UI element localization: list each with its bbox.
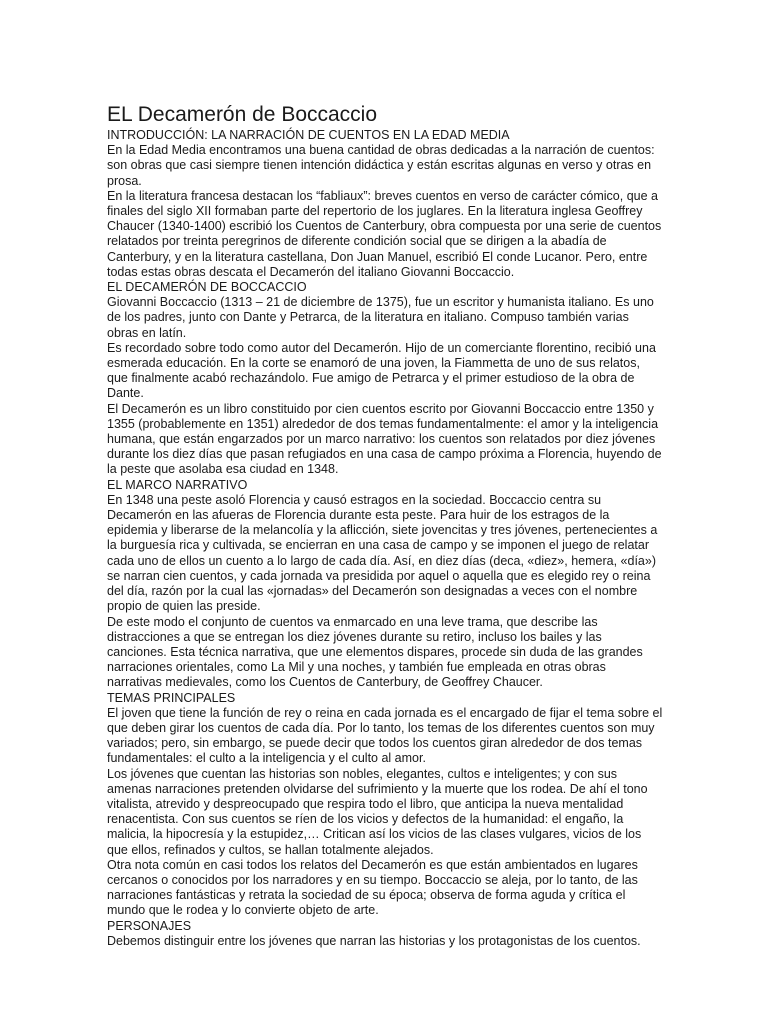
paragraph: Otra nota común en casi todos los relatos del Decamerón es que están ambientados en lugares cercanos o conocidos por los narradores y en su tiempo. Boccaccio se aleja, por lo tanto, de las narraciones fantásticas y retrata la sociedad de su época; observa de forma aguda y crítica el mundo que le rodea y lo convierte objeto de arte. [107, 857, 638, 918]
document-title: EL Decamerón de Boccaccio [107, 103, 378, 126]
section-heading: PERSONAJES [107, 918, 192, 933]
paragraph: En la Edad Media encontramos una buena cantidad de obras dedicadas a la narración de cuentos: son obras que casi siempre tienen intención didáctica y están escritas algunas en verso y otras en prosa. [107, 143, 655, 188]
section-decameron [107, 280, 663, 478]
paragraph: En la literatura francesa destacan los “fabliaux”: breves cuentos en verso de carácter cómico, que a finales del siglo XII formaban parte del repertorio de los juglares. En la literatura inglesa Geoffrey Chaucer (1340-1400) escribió los Cuentos de Canterbury, obra compuesta por una serie de cuentos relatados por treinta peregrinos de diferente condición social que se dirigen a la abadía de Canterbury, y en la literatura castellana, Don Juan Manuel, escribió El conde Lucanor. Pero, entre todas estas obras descata el Decamerón del italiano Giovanni Boccaccio. [107, 188, 662, 279]
paragraph: El joven que tiene la función de rey o reina en cada jornada es el encargado de fijar el tema sobre el que deben girar los cuentos de cada día. Por lo tanto, los temas de los diferentes cuentos son muy variados; pero, sin embargo, se puede decir que todos los cuentos giran alrededor de dos temas fundamentales: el culto a la inteligencia y el culto al amor. [107, 705, 663, 766]
document-page [107, 102, 663, 949]
section-introduccion [107, 128, 663, 280]
paragraph: En 1348 una peste asoló Florencia y causó estragos en la sociedad. Boccaccio centra su Decamerón en las afueras de Florencia durante esta peste. Para huir de los estragos de la epidemia y liberarse de la melancolía y la aflicción, siete jovencitas y tres jóvenes, pertenecientes a la burguesía rica y cultivada, se encierran en una casa de campo y se imponen el juego de relatar cada uno de ellos un cuento a lo largo de cada día. Así, en diez días (deca, «diez», hemera, «día») se narran cien cuentos, y cada jornada va presidida por aquel o aquella que es elegido rey o reina del día, razón por la cual las «jornadas» del Decamerón son designadas a veces con el nombre propio de quien las preside. [107, 492, 658, 614]
section-personajes [107, 919, 663, 949]
paragraph: El Decamerón es un libro constituido por cien cuentos escrito por Giovanni Boccaccio entre 1350 y 1355 (probablemente en 1351) alrededor de dos temas fundamentalmente: el amor y la inteligencia humana, que están engarzados por un marco narrativo: los cuentos son relatados por diez jóvenes durante los diez días que pasan refugiados en una casa de campo próxima a Florencia, huyendo de la peste que asolaba esa ciudad en 1348. [107, 401, 662, 477]
paragraph: Los jóvenes que cuentan las historias son nobles, elegantes, cultos e inteligentes; y con sus amenas narraciones pretenden olvidarse del sufrimiento y la muerte que los rodea. De ahí el tono vitalista, atrevido y despreocupado que respira todo el libro, que anticipa la nueva mentalidad renacentista. Con sus cuentos se ríen de los vicios y defectos de la humanidad: el engaño, la malicia, la hipocresía y la estupidez,… Critican así los vicios de las clases vulgares, vicios de los que ellos, refinados y cultos, se hallan totalmente alejados. [107, 766, 648, 857]
section-heading: EL MARCO NARRATIVO [107, 477, 248, 492]
paragraph: Es recordado sobre todo como autor del Decamerón. Hijo de un comerciante florentino, recibió una esmerada educación. En la corte se enamoró de una joven, la Fiammetta de uno de sus relatos, que finalmente acabó rechazándolo. Fue amigo de Petrarca y el primer estudioso de la obra de Dante. [107, 340, 656, 401]
paragraph: Giovanni Boccaccio (1313 – 21 de diciembre de 1375), fue un escritor y humanista italiano. Es uno de los padres, junto con Dante y Petrarca, de la literatura en italiano. Compuso también varias obras en latín. [107, 295, 654, 340]
section-heading: INTRODUCCIÓN: LA NARRACIÓN DE CUENTOS EN LA EDAD MEDIA [107, 128, 510, 142]
section-heading: TEMAS PRINCIPALES [107, 690, 236, 705]
paragraph: Debemos distinguir entre los jóvenes que narran las historias y los protagonistas de los cuentos. [107, 933, 641, 948]
paragraph: De este modo el conjunto de cuentos va enmarcado en una leve trama, que describe las distracciones a que se entregan los diez jóvenes durante su retiro, incluso los bailes y las canciones. Esta técnica narrativa, que une elementos dispares, procede sin duda de las grandes narraciones orientales, como La Mil y una noches, y también fue empleada en otras obras narrativas medievales, como los Cuentos de Canterbury, de Geoffrey Chaucer. [107, 614, 643, 690]
section-temas-principales [107, 691, 663, 919]
section-marco-narrativo [107, 478, 663, 691]
section-heading: EL DECAMERÓN DE BOCCACCIO [107, 280, 307, 295]
